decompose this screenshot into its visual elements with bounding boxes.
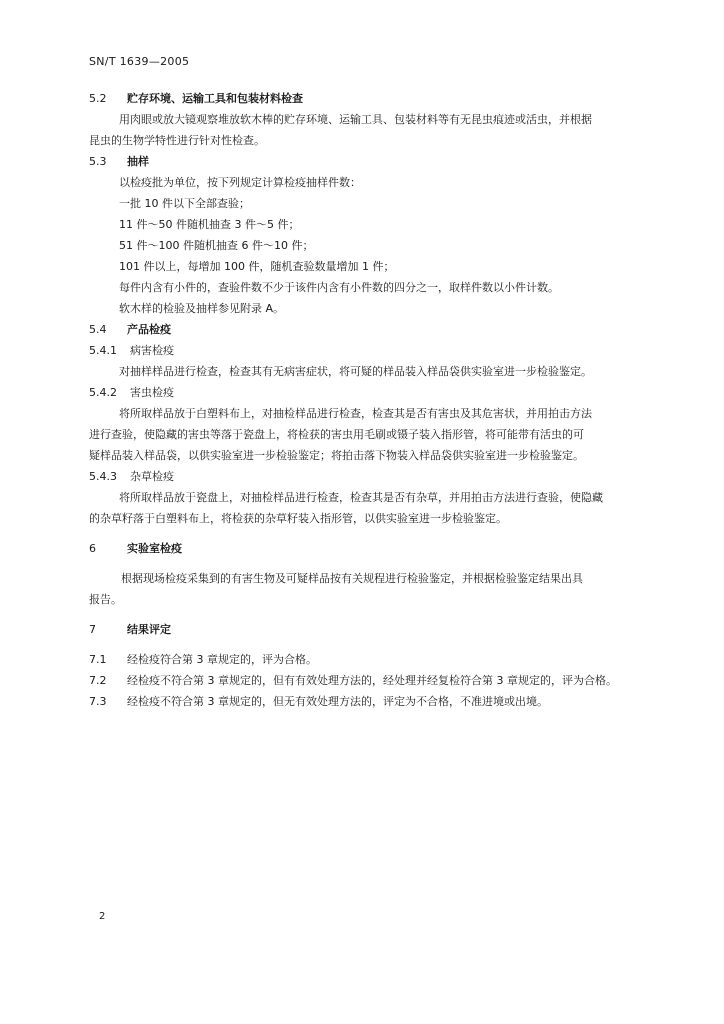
- paragraph-line: 的杂草籽落于白塑料布上，将检获的杂草籽装入指形管，以供实验室进一步检验鉴定。: [89, 512, 507, 525]
- section-5-4-heading: [89, 319, 669, 340]
- item-text: 经检疫不符合第 3 章规定的，但有有效处理方法的，经处理并经复检符合第 3 章规定的，评为合格。: [127, 674, 617, 687]
- section-5-3-heading: [89, 151, 669, 172]
- paragraph-line: 一批 10 件以下全部查验；: [119, 197, 250, 210]
- section-title: 产品检疫: [127, 323, 171, 336]
- section-number: 5.4.2: [89, 386, 117, 399]
- item-number: 7.3: [89, 695, 107, 708]
- chapter-number: 7: [89, 623, 96, 636]
- result-item: [89, 670, 669, 691]
- section-title: 抽样: [127, 155, 149, 168]
- paragraph-line: 进行查验，使隐藏的害虫等落于瓷盘上，将检获的害虫用毛刷或镊子装入指形管，将可能带有活虫的可: [89, 428, 584, 441]
- section-number: 5.3: [89, 155, 107, 168]
- item-number: 7.2: [89, 674, 107, 687]
- paragraph-line: 11 件～50 件随机抽查 3 件～5 件；: [119, 218, 300, 231]
- item-number: 7.1: [89, 653, 107, 666]
- paragraph-line: 对抽样样品进行检查，检查其有无病害症状，将可疑的样品装入样品袋供实验室进一步检验鉴定。: [119, 365, 592, 378]
- document-body: [89, 88, 669, 712]
- section-number: 5.4.1: [89, 344, 117, 357]
- paragraph-line: 用肉眼或放大镜观察堆放软木棒的贮存环境、运输工具、包装材料等有无昆虫痕迹或活虫，并根据: [119, 113, 592, 126]
- section-5-4-2-heading: [89, 382, 669, 403]
- section-title: 贮存环境、运输工具和包装材料检查: [127, 92, 303, 105]
- section-title: 杂草检疫: [130, 470, 174, 483]
- chapter-6-heading: [89, 538, 669, 559]
- standard-number: SN/T 1639—2005: [89, 55, 190, 68]
- paragraph-line: 101 件以上，每增加 100 件，随机查验数量增加 1 件；: [119, 260, 395, 273]
- paragraph-line: 报告。: [89, 593, 122, 606]
- section-5-4-3-heading: [89, 466, 669, 487]
- paragraph-line: 根据现场检疫采集到的有害生物及可疑样品按有关规程进行检验鉴定，并根据检验鉴定结果出具: [121, 572, 583, 585]
- section-5-2-heading: [89, 88, 669, 109]
- item-text: 经检疫不符合第 3 章规定的，但无有效处理方法的，评定为不合格，不准进境或出境。: [127, 695, 548, 708]
- page-number: 2: [99, 911, 106, 922]
- paragraph-line: 51 件～100 件随机抽查 6 件～10 件；: [119, 239, 314, 252]
- section-number: 5.4.3: [89, 470, 117, 483]
- paragraph-line: 以检疫批为单位，按下列规定计算检疫抽样件数：: [119, 176, 361, 189]
- paragraph-line: 疑样品装入样品袋，以供实验室进一步检验鉴定；将拍击落下物装入样品袋供实验室进一步检验鉴定。: [89, 449, 584, 462]
- result-item: [89, 691, 669, 712]
- paragraph-line: 每件内含有小件的，查验件数不少于该件内含有小件数的四分之一，取样件数以小件计数。: [119, 281, 559, 294]
- paragraph-line: 昆虫的生物学特性进行针对性检查。: [89, 134, 265, 147]
- section-title: 病害检疫: [130, 344, 174, 357]
- paragraph-line: 软木样的检验及抽样参见附录 A。: [119, 302, 285, 315]
- section-5-4-1-heading: [89, 340, 669, 361]
- result-item: [89, 649, 669, 670]
- section-number: 5.2: [89, 92, 107, 105]
- section-number: 5.4: [89, 323, 107, 336]
- section-title: 害虫检疫: [130, 386, 174, 399]
- chapter-7-heading: [89, 619, 669, 640]
- chapter-title: 实验室检疫: [127, 542, 182, 555]
- item-text: 经检疫符合第 3 章规定的，评为合格。: [127, 653, 317, 666]
- chapter-title: 结果评定: [127, 623, 171, 636]
- paragraph-line: 将所取样品放于白塑料布上，对抽检样品进行检查，检查其是否有害虫及其危害状，并用拍击方法: [119, 407, 592, 420]
- chapter-number: 6: [89, 542, 96, 555]
- paragraph-line: 将所取样品放于瓷盘上，对抽检样品进行检查，检查其是否有杂草，并用拍击方法进行查验，使隐藏: [119, 491, 603, 504]
